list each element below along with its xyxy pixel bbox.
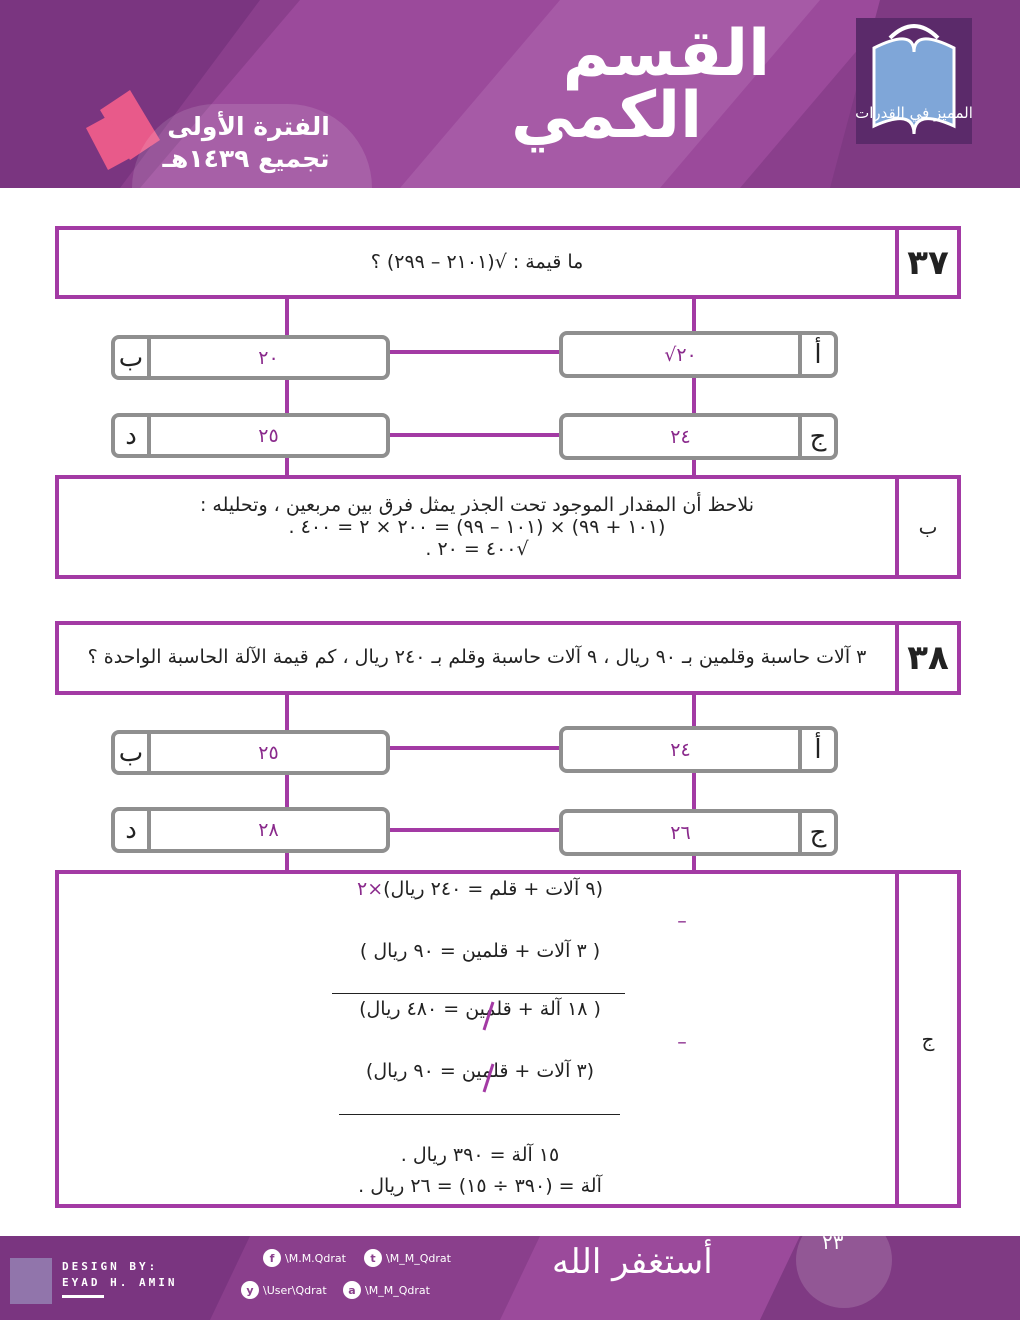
facebook-link[interactable] [263,1249,346,1267]
svg-text:المميز في القدرات: المميز في القدرات [855,104,973,122]
ask-icon: a [343,1281,361,1299]
option-value: ٢٤ [670,425,691,448]
option-value: √٢٠ [664,343,697,366]
option-value: ٢٥ [258,424,279,447]
facebook-icon: f [263,1249,281,1267]
multiplier: ×٢ [357,878,384,900]
design-by-label: DESIGN BY: [62,1260,159,1273]
page-number: ٢٣ [822,1230,844,1254]
q38-solution-line4: (٣ آلات + قلمين = ٩٠ ريال) [365,1060,595,1082]
design-credit [62,1259,177,1298]
connector [692,299,696,335]
calligraphy-text: أستغفر الله [552,1242,713,1282]
option-value: ٢٦ [670,821,691,844]
q37-number: ٣٧ [895,230,957,295]
connector [390,350,559,354]
q37-option-d[interactable] [111,413,390,458]
book-logo-icon [850,8,978,156]
q38-question-box [55,621,961,695]
option-letter: د [115,811,151,849]
section-subtitle: الكمي [511,79,702,153]
page-number-badge [796,1212,892,1308]
q38-solution-line2: ( ٣ آلات + قلمين = ٩٠ ريال ) [359,940,601,962]
divider [332,993,625,994]
twitter-link[interactable] [364,1249,451,1267]
q37-option-a[interactable] [559,331,838,378]
twitter-handle: \M_M_Qdrat [386,1251,451,1265]
section-title: القسم [562,17,770,91]
designer-signature-icon [10,1258,52,1304]
youtube-handle: \User\Qdrat [263,1283,327,1297]
q38-answer-letter: ج [895,874,957,1204]
connector [285,775,289,809]
option-value: ٢٠ [258,346,279,369]
q37-solution [59,479,895,575]
q38-solution-line6: آلة = (٣٩٠ ÷ ١٥) = ٢٦ ريال . [358,1175,602,1197]
option-value: ٢٥ [258,741,279,764]
q37-answer-letter: ب [895,479,957,575]
equation: (٩ آلات + قلم = ٢٤٠ ريال) [383,878,603,900]
q38-number: ٣٨ [895,625,957,691]
collection-year: تجميع ١٤٣٩هـ [162,144,330,173]
q37-option-c[interactable] [559,413,838,460]
solution-line: (١٠١ + ٩٩) × (١٠١ – ٩٩) = ٢٠٠ × ٢ = ٤٠٠ . [288,516,666,538]
strike-marks [478,998,498,1096]
option-letter: أ [798,730,834,769]
solution-line: √٤٠٠ = ٢٠ . [425,538,529,560]
q37-question-box [55,226,961,299]
designer-name: EYAD H. AMIN [62,1275,178,1289]
connector [390,828,559,832]
q38-option-c[interactable] [559,809,838,856]
minus-sign: – [677,1031,687,1053]
option-letter: ج [798,813,834,852]
q38-option-b[interactable] [111,730,390,775]
q37-option-b[interactable] [111,335,390,380]
option-letter: ب [115,734,151,771]
twitter-icon: t [364,1249,382,1267]
connector [285,695,289,731]
q38-solution-line1 [320,878,640,900]
q38-question-text: ٣ آلات حاسبة وقلمين بـ ٩٠ ريال ، ٩ آلات حاسبة وقلم بـ ٢٤٠ ريال ، كم قيمة الآلة الحاسبة الواحدة ؟ [87,646,867,669]
connector [390,746,559,750]
q38-solution-line3: ( ١٨ آلة + قلمين = ٤٨٠ ريال) [359,998,601,1020]
q38-option-d[interactable] [111,807,390,853]
divider [339,1114,620,1115]
connector [390,433,559,437]
period-label: الفترة الأولى [167,112,330,141]
facebook-handle: \M.M.Qdrat [285,1251,346,1265]
option-letter: د [115,417,151,454]
ask-handle: \M_M_Qdrat [365,1283,430,1297]
ask-link[interactable] [343,1281,430,1299]
youtube-link[interactable] [241,1281,327,1299]
connector [692,773,696,811]
underline [62,1295,104,1298]
option-letter: ج [798,417,834,456]
option-value: ٢٨ [258,819,279,841]
connector [285,299,289,335]
option-letter: ب [115,339,151,376]
option-value: ٢٤ [670,738,691,761]
connector [692,695,696,727]
option-letter: أ [798,335,834,374]
q38-solution-line5: ١٥ آلة = ٣٩٠ ريال . [400,1144,560,1166]
connector [285,380,289,414]
youtube-icon: y [241,1281,259,1299]
q37-answer-box [55,475,961,579]
q38-option-a[interactable] [559,726,838,773]
solution-line: نلاحظ أن المقدار الموجود تحت الجذر يمثل فرق بين مربعين ، وتحليله : [199,494,755,516]
connector [692,378,696,414]
minus-sign: – [677,910,687,932]
q37-question-text: ما قيمة : √(٢١٠١ – ٢٩٩) ؟ [370,251,584,274]
